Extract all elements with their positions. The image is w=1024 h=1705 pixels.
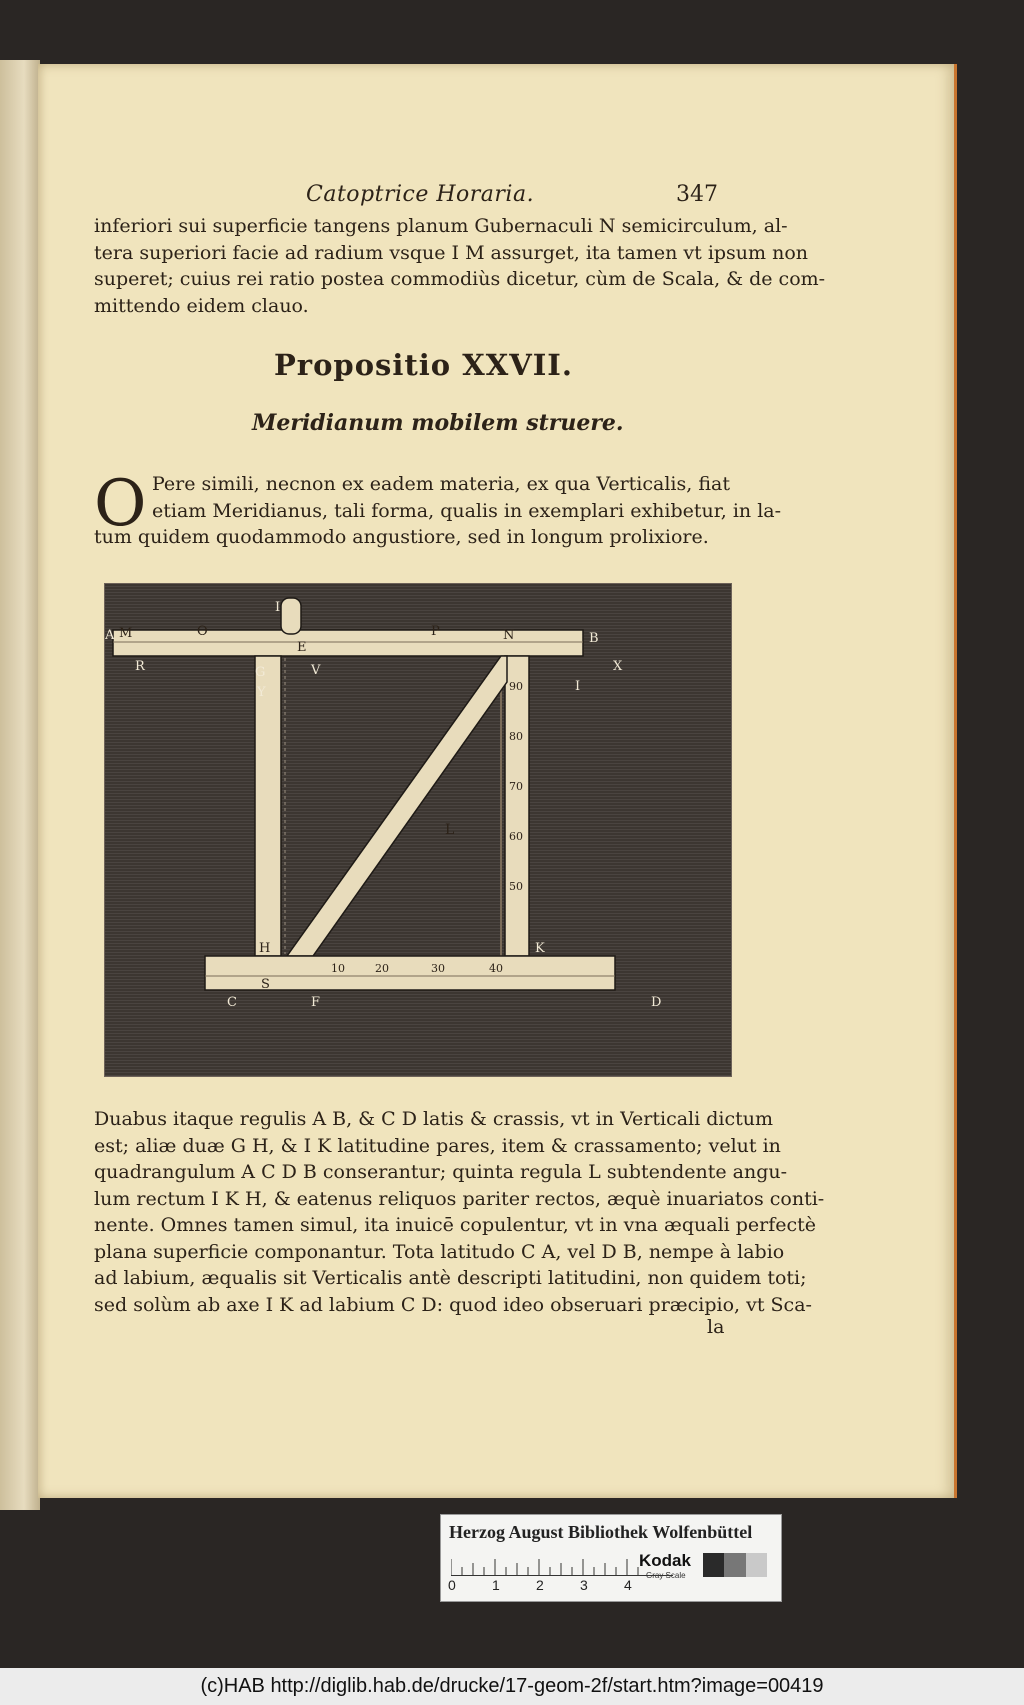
label-a: A <box>105 628 115 643</box>
text-line: Duabus itaque regulis A B, & C D latis & crassis, vt in Verticali dictum <box>94 1108 774 1130</box>
scale-v-60: 60 <box>509 830 523 843</box>
text-line: nente. Omnes tamen simul, ita inuicē copulentur, vt in vna æquali perfectè <box>94 1214 817 1236</box>
swatch-dark <box>703 1553 724 1577</box>
text-line: quadrangulum A C D B conserantur; quinta regula L subtendente angu- <box>94 1161 788 1183</box>
scale-h-40: 40 <box>489 962 503 975</box>
proposition-title: Propositio XXVII. <box>274 348 573 382</box>
scale-h-20: 20 <box>375 962 389 975</box>
post-gh <box>255 656 281 956</box>
text-line: plana superficie componantur. Tota latitudo C A, vel D B, nempe à labio <box>94 1240 785 1263</box>
text-line: tera superiori facie ad radium vsque I M assurget, ita tamen vt ipsum non <box>94 241 809 264</box>
text-line: lum rectum I K H, & eatenus reliquos pariter rectos, æquè inuariatos conti- <box>94 1187 825 1210</box>
swatch-mid <box>724 1553 745 1577</box>
drop-cap-initial: O <box>94 467 147 541</box>
gnomon-nail <box>281 598 301 634</box>
label-p: P <box>431 624 440 639</box>
label-n: N <box>503 628 515 643</box>
label-r: R <box>135 659 145 674</box>
scale-v-90: 90 <box>509 680 523 693</box>
engraving-drawing <box>105 584 731 1076</box>
scale-v-70: 70 <box>509 780 523 793</box>
ruler-number: 0 <box>448 1577 456 1593</box>
label-k: K <box>535 941 545 956</box>
label-s: S <box>261 977 270 992</box>
label-l: L <box>445 822 455 838</box>
ruler-number: 2 <box>536 1577 544 1593</box>
ruler-number: 1 <box>492 1577 500 1593</box>
label-c: C <box>227 995 237 1010</box>
scale-h-10: 10 <box>331 962 345 975</box>
scale-v-80: 80 <box>509 730 523 743</box>
proposition-subtitle: Meridianum mobilem struere. <box>252 410 624 436</box>
label-b: B <box>589 631 599 646</box>
library-name: Herzog August Bibliothek Wolfenbüttel <box>449 1522 753 1542</box>
label-o: O <box>197 624 208 639</box>
text-line: mittendo eidem clauo. <box>94 294 309 317</box>
text-line: Pere simili, necnon ex eadem materia, ex qua Verticalis, fiat <box>152 473 730 495</box>
ruler-number: 4 <box>624 1577 632 1593</box>
gray-swatches <box>703 1553 767 1577</box>
label-e: E <box>297 640 307 655</box>
text-line: ad labium, æqualis sit Verticalis antè descripti latitudini, non quidem toti; <box>94 1267 807 1289</box>
color-calibration-card <box>440 1514 782 1602</box>
text-line: inferiori sui superficie tangens planum Gubernaculi N semicirculum, al- <box>94 215 788 237</box>
engraving-meridian-frame <box>104 583 732 1077</box>
copyright-footer: (c)HAB http://diglib.hab.de/drucke/17-geom-2f/start.htm?image=00419 <box>0 1668 1024 1705</box>
text-line: sed solùm ab axe I K ad labium C D: quod ideo obseruari præcipio, vt Sca- <box>94 1293 812 1316</box>
diagonal-brace-l <box>287 656 507 956</box>
label-x: X <box>613 659 623 674</box>
text-line: tum quidem quodammodo angustiore, sed in longum prolixiore. <box>94 526 709 548</box>
text-line: superet; cuius rei ratio postea commodiùs dicetur, cùm de Scala, & de com- <box>94 268 826 290</box>
text-line: est; aliæ duæ G H, & I K latitudine pares, item & crassamento; velut in <box>94 1134 781 1157</box>
label-v: V <box>311 663 321 678</box>
left-page-edge <box>0 60 40 1510</box>
label-m: M <box>119 626 133 641</box>
label-g: G <box>255 665 266 680</box>
label-y: Y <box>257 685 266 700</box>
paragraph-1 <box>94 213 826 319</box>
kodak-logo: Kodak <box>639 1551 691 1570</box>
catchword: la <box>707 1316 725 1338</box>
scale-v-50: 50 <box>509 880 523 893</box>
label-f: F <box>311 995 321 1010</box>
running-header: Catoptrice Horaria. <box>306 182 535 207</box>
label-i-top: I <box>275 600 281 615</box>
ruler-number: 3 <box>580 1577 588 1593</box>
label-i-right: I <box>575 679 581 694</box>
swatch-light <box>746 1553 767 1577</box>
paragraph-3 <box>94 1106 825 1318</box>
paragraph-2 <box>94 467 782 551</box>
text-line: etiam Meridianus, tali forma, qualis in exemplari exhibetur, in la- <box>152 499 782 522</box>
gray-scale-label: Gray Scale <box>646 1571 686 1580</box>
page-number: 347 <box>676 182 718 207</box>
label-d: D <box>651 995 662 1010</box>
scale-h-30: 30 <box>431 962 445 975</box>
post-ik <box>505 656 529 956</box>
label-h: H <box>259 941 271 956</box>
